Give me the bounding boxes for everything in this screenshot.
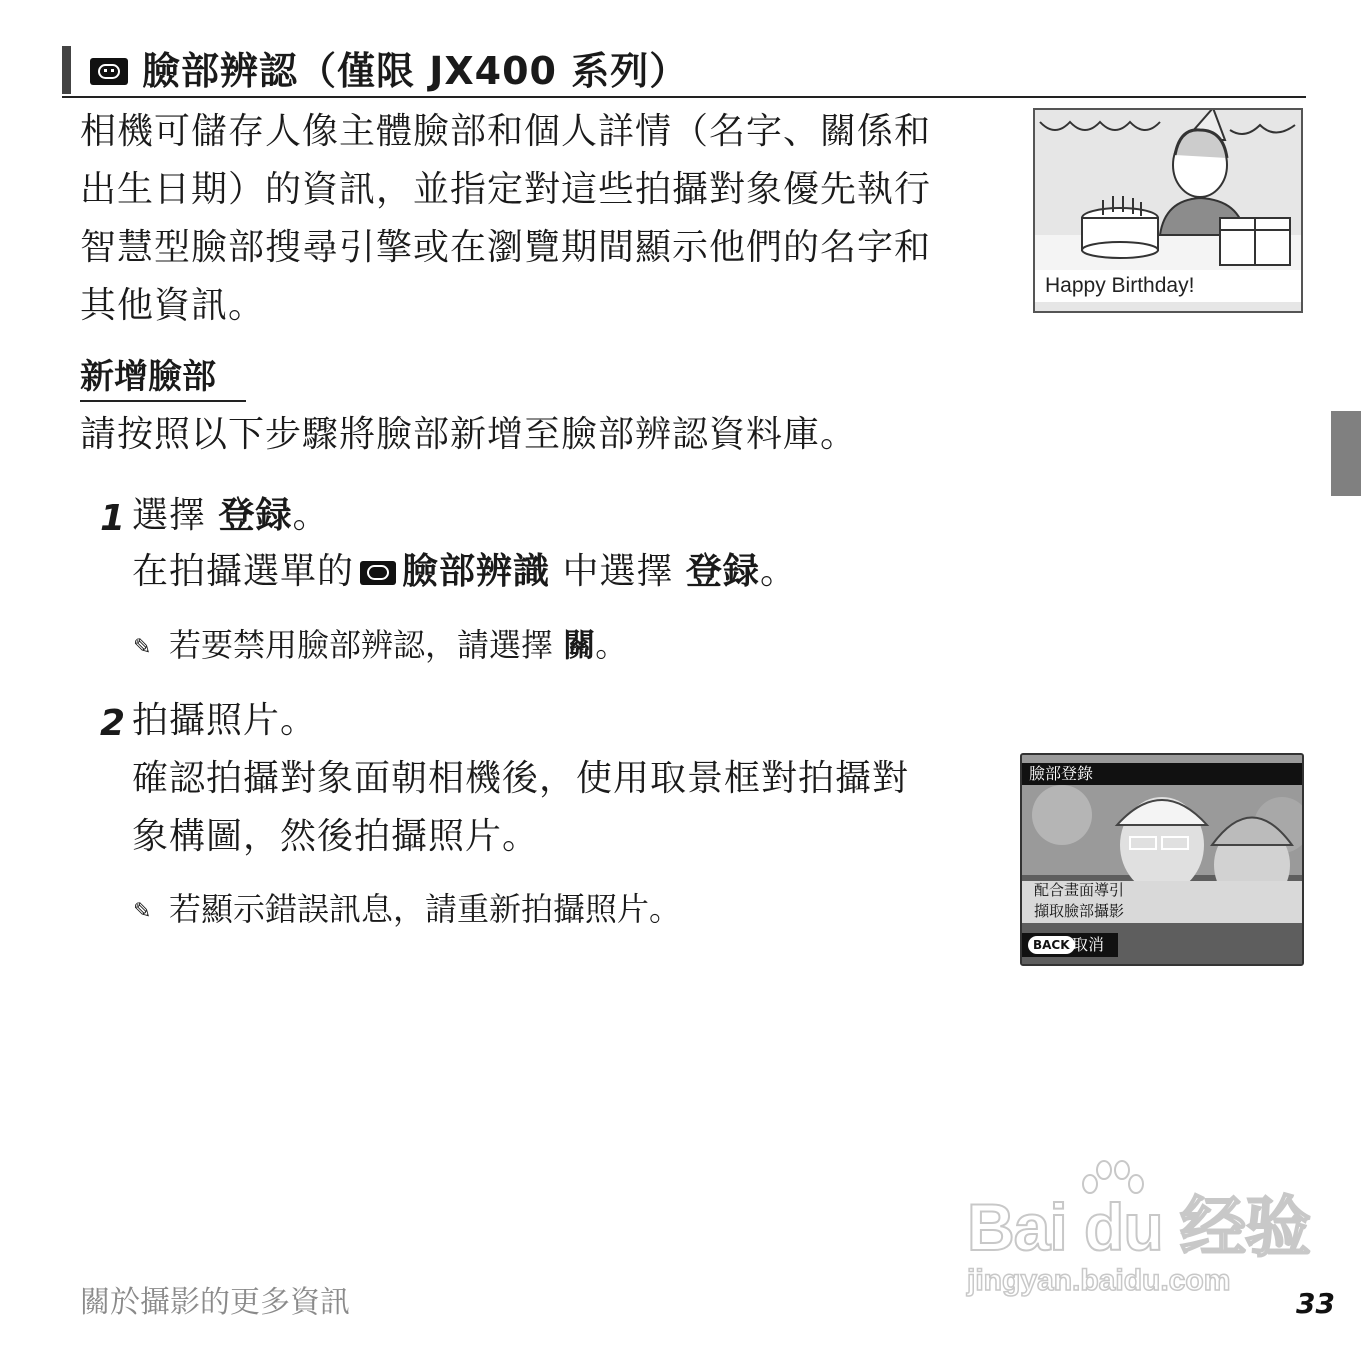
baidu-watermark-logo: Bai du 经验 bbox=[967, 1190, 1311, 1264]
step-title: 拍攝照片。 bbox=[132, 700, 318, 741]
section-description: 請按照以下步驟將臉部新增至臉部辨認資料庫。 bbox=[80, 414, 858, 455]
step-body-line: 象構圖，然後拍攝照片。 bbox=[132, 816, 540, 857]
note-icon: ✎ bbox=[133, 899, 152, 924]
cancel-label: 取消 bbox=[1072, 935, 1105, 954]
step-body-punct: 。 bbox=[759, 551, 797, 592]
note-icon: ✎ bbox=[133, 635, 152, 660]
step-body-line: 確認拍攝對象面朝相機後，使用取景框對拍攝對 bbox=[132, 758, 910, 799]
intro-paragraph bbox=[80, 103, 1005, 335]
step-number: 2 bbox=[100, 703, 126, 744]
note-option: 關 bbox=[563, 626, 596, 664]
intro-line: 智慧型臉部搜尋引擎或在瀏覽期間顯示他們的名字和 bbox=[80, 227, 932, 268]
step-note bbox=[133, 621, 627, 672]
step-body-text: 在拍攝選單的 bbox=[132, 551, 355, 592]
camera-guide-line: 配合畫面導引 bbox=[1034, 881, 1125, 899]
intro-line: 其他資訊。 bbox=[80, 285, 266, 326]
back-button-badge: BACK bbox=[1028, 936, 1075, 954]
step-title bbox=[132, 490, 329, 542]
page-title: 臉部辨認（僅限 JX400 系列） bbox=[142, 49, 689, 93]
camera-screen-title: 臉部登錄 bbox=[1029, 764, 1094, 783]
menu-item-name: 臉部辨識 bbox=[402, 551, 551, 592]
section-heading-underline bbox=[80, 400, 246, 402]
step-body bbox=[132, 750, 992, 866]
section-heading: 新增臉部 bbox=[80, 357, 216, 397]
birthday-caption: Happy Birthday! bbox=[1035, 270, 1301, 302]
step-note bbox=[133, 885, 681, 936]
menu-option-name: 登録 bbox=[685, 551, 760, 592]
baidu-watermark-url: jingyan.baidu.com bbox=[967, 1264, 1231, 1297]
step-body-text: 中選擇 bbox=[550, 551, 686, 592]
chapter-tab bbox=[1331, 411, 1361, 496]
step-body bbox=[132, 543, 797, 601]
step-title-text: 選擇 bbox=[132, 495, 219, 536]
face-detection-icon bbox=[360, 561, 396, 585]
intro-line: 出生日期）的資訊，並指定對這些拍攝對象優先執行 bbox=[80, 169, 932, 210]
note-text: 若要禁用臉部辨認，請選擇 bbox=[169, 626, 564, 664]
footer-section-name: 關於攝影的更多資訊 bbox=[80, 1285, 350, 1320]
face-detection-icon bbox=[90, 58, 128, 85]
title-marker bbox=[62, 46, 74, 94]
step-title-punct: 。 bbox=[292, 495, 330, 536]
intro-line: 相機可儲存人像主體臉部和個人詳情（名字、關係和 bbox=[80, 111, 932, 152]
step-title-option: 登録 bbox=[218, 495, 293, 536]
step-number: 1 bbox=[100, 498, 126, 539]
note-text: 若顯示錯誤訊息，請重新拍攝照片。 bbox=[169, 890, 682, 928]
page-number: 33 bbox=[1296, 1287, 1335, 1320]
note-punct: 。 bbox=[595, 626, 628, 664]
camera-guide-line: 擷取臉部攝影 bbox=[1034, 902, 1125, 920]
